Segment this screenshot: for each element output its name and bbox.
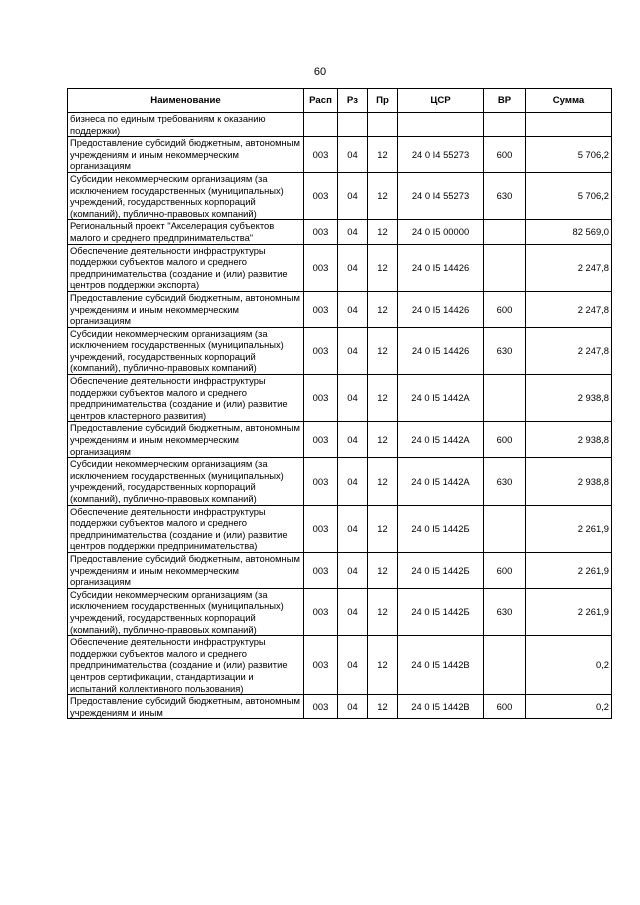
cell-name: Субсидии некоммерческим организациям (за исключением государственных (муниципальных) учреждений, государственных корпораций (компаний), публично-правовых компаний) (68, 588, 304, 635)
cell-csr: 24 0 I5 1442А (398, 375, 484, 422)
cell-csr: 24 0 I5 00000 (398, 220, 484, 244)
cell-vr (484, 375, 526, 422)
cell-name: Региональный проект "Акселерация субъектов малого и среднего предпринимательства" (68, 220, 304, 244)
cell-rz: 04 (338, 375, 368, 422)
cell-sum: 2 247,8 (526, 244, 612, 291)
cell-rasp: 003 (304, 137, 338, 173)
cell-rz (338, 113, 368, 137)
cell-vr (484, 505, 526, 552)
cell-pr: 12 (368, 505, 398, 552)
cell-rz: 04 (338, 220, 368, 244)
cell-csr: 24 0 I5 1442Б (398, 588, 484, 635)
cell-rz: 04 (338, 291, 368, 327)
cell-rz: 04 (338, 172, 368, 219)
cell-csr: 24 0 I4 55273 (398, 172, 484, 219)
cell-name: Обеспечение деятельности инфраструктуры поддержки субъектов малого и среднего предпринимательства (создание и (или) развитие центров поддержки предпринимательства) (68, 505, 304, 552)
cell-pr: 12 (368, 220, 398, 244)
cell-rz: 04 (338, 552, 368, 588)
header-name: Наименование (68, 89, 304, 113)
table-row (68, 505, 612, 552)
table-row (68, 113, 612, 137)
cell-pr: 12 (368, 458, 398, 505)
cell-sum: 2 247,8 (526, 327, 612, 374)
cell-sum: 0,2 (526, 636, 612, 695)
cell-rasp (304, 113, 338, 137)
cell-vr: 630 (484, 327, 526, 374)
cell-name: бизнеса по единым требованиям к оказанию поддержки) (68, 113, 304, 137)
cell-sum: 82 569,0 (526, 220, 612, 244)
cell-csr: 24 0 I5 14426 (398, 327, 484, 374)
cell-rasp: 003 (304, 552, 338, 588)
table-row (68, 636, 612, 695)
cell-vr: 600 (484, 422, 526, 458)
cell-name: Субсидии некоммерческим организациям (за исключением государственных (муниципальных) учреждений, государственных корпораций (компаний), публично-правовых компаний) (68, 327, 304, 374)
cell-sum (526, 113, 612, 137)
cell-sum: 2 261,9 (526, 552, 612, 588)
cell-pr: 12 (368, 327, 398, 374)
cell-sum: 5 706,2 (526, 137, 612, 173)
cell-rasp: 003 (304, 244, 338, 291)
cell-csr (398, 113, 484, 137)
cell-csr: 24 0 I5 14426 (398, 291, 484, 327)
cell-pr: 12 (368, 375, 398, 422)
header-csr: ЦСР (398, 89, 484, 113)
cell-pr: 12 (368, 422, 398, 458)
cell-rz: 04 (338, 422, 368, 458)
cell-rasp: 003 (304, 375, 338, 422)
cell-pr: 12 (368, 291, 398, 327)
cell-name: Предоставление субсидий бюджетным, автономным учреждениям и иным некоммерческим организациям (68, 552, 304, 588)
cell-rasp: 003 (304, 588, 338, 635)
cell-name: Предоставление субсидий бюджетным, автономным учреждениям и иным некоммерческим организациям (68, 422, 304, 458)
cell-csr: 24 0 I5 1442В (398, 636, 484, 695)
table-row (68, 172, 612, 219)
cell-vr: 600 (484, 695, 526, 719)
cell-csr: 24 0 I5 1442Б (398, 505, 484, 552)
table-row (68, 375, 612, 422)
cell-rz: 04 (338, 327, 368, 374)
cell-rasp: 003 (304, 458, 338, 505)
cell-name: Обеспечение деятельности инфраструктуры поддержки субъектов малого и среднего предпринимательства (создание и (или) развитие центров кластерного развития) (68, 375, 304, 422)
cell-rasp: 003 (304, 505, 338, 552)
cell-csr: 24 0 I5 1442В (398, 695, 484, 719)
table-row (68, 552, 612, 588)
table-row (68, 327, 612, 374)
table-row (68, 220, 612, 244)
header-vr: ВР (484, 89, 526, 113)
cell-name: Обеспечение деятельности инфраструктуры поддержки субъектов малого и среднего предпринимательства (создание и (или) развитие центров сертификации, стандартизации и испытаний коллективного пользования) (68, 636, 304, 695)
header-rasp: Расп (304, 89, 338, 113)
header-pr: Пр (368, 89, 398, 113)
cell-vr (484, 244, 526, 291)
table-header-row (68, 89, 612, 113)
cell-vr (484, 636, 526, 695)
cell-name: Субсидии некоммерческим организациям (за исключением государственных (муниципальных) учреждений, государственных корпораций (компаний), публично-правовых компаний) (68, 172, 304, 219)
cell-csr: 24 0 I4 55273 (398, 137, 484, 173)
cell-sum: 2 938,8 (526, 422, 612, 458)
table-row (68, 137, 612, 173)
cell-sum: 5 706,2 (526, 172, 612, 219)
table-row (68, 244, 612, 291)
cell-vr (484, 113, 526, 137)
table-row (68, 695, 612, 719)
cell-csr: 24 0 I5 1442Б (398, 552, 484, 588)
cell-rasp: 003 (304, 422, 338, 458)
cell-pr: 12 (368, 588, 398, 635)
cell-name: Обеспечение деятельности инфраструктуры поддержки субъектов малого и среднего предпринимательства (создание и (или) развитие центров поддержки экспорта) (68, 244, 304, 291)
cell-name: Предоставление субсидий бюджетным, автономным учреждениям и иным некоммерческим организациям (68, 291, 304, 327)
cell-rz: 04 (338, 505, 368, 552)
cell-pr: 12 (368, 244, 398, 291)
cell-rasp: 003 (304, 695, 338, 719)
table-row (68, 291, 612, 327)
cell-pr (368, 113, 398, 137)
cell-rz: 04 (338, 137, 368, 173)
cell-sum: 2 938,8 (526, 458, 612, 505)
cell-pr: 12 (368, 695, 398, 719)
cell-rz: 04 (338, 695, 368, 719)
table-row (68, 588, 612, 635)
cell-name: Субсидии некоммерческим организациям (за исключением государственных (муниципальных) учреждений, государственных корпораций (компаний), публично-правовых компаний) (68, 458, 304, 505)
cell-rz: 04 (338, 588, 368, 635)
cell-vr: 630 (484, 588, 526, 635)
cell-rz: 04 (338, 636, 368, 695)
cell-vr: 600 (484, 552, 526, 588)
header-rz: Рз (338, 89, 368, 113)
cell-rasp: 003 (304, 291, 338, 327)
cell-sum: 2 261,9 (526, 505, 612, 552)
table-row (68, 422, 612, 458)
header-sum: Сумма (526, 89, 612, 113)
cell-name: Предоставление субсидий бюджетным, автономным учреждениям и иным (68, 695, 304, 719)
cell-rasp: 003 (304, 327, 338, 374)
cell-pr: 12 (368, 137, 398, 173)
cell-sum: 2 938,8 (526, 375, 612, 422)
cell-pr: 12 (368, 636, 398, 695)
cell-vr: 600 (484, 291, 526, 327)
cell-csr: 24 0 I5 1442А (398, 458, 484, 505)
cell-sum: 2 247,8 (526, 291, 612, 327)
cell-rasp: 003 (304, 220, 338, 244)
page-number: 60 (313, 66, 327, 78)
cell-csr: 24 0 I5 14426 (398, 244, 484, 291)
table-row (68, 458, 612, 505)
cell-csr: 24 0 I5 1442А (398, 422, 484, 458)
cell-rasp: 003 (304, 172, 338, 219)
cell-vr (484, 220, 526, 244)
cell-rz: 04 (338, 244, 368, 291)
cell-sum: 0,2 (526, 695, 612, 719)
cell-pr: 12 (368, 552, 398, 588)
cell-vr: 630 (484, 172, 526, 219)
cell-pr: 12 (368, 172, 398, 219)
cell-rasp: 003 (304, 636, 338, 695)
cell-rz: 04 (338, 458, 368, 505)
cell-name: Предоставление субсидий бюджетным, автономным учреждениям и иным некоммерческим организациям (68, 137, 304, 173)
budget-table (67, 88, 612, 719)
cell-vr: 600 (484, 137, 526, 173)
cell-sum: 2 261,9 (526, 588, 612, 635)
cell-vr: 630 (484, 458, 526, 505)
